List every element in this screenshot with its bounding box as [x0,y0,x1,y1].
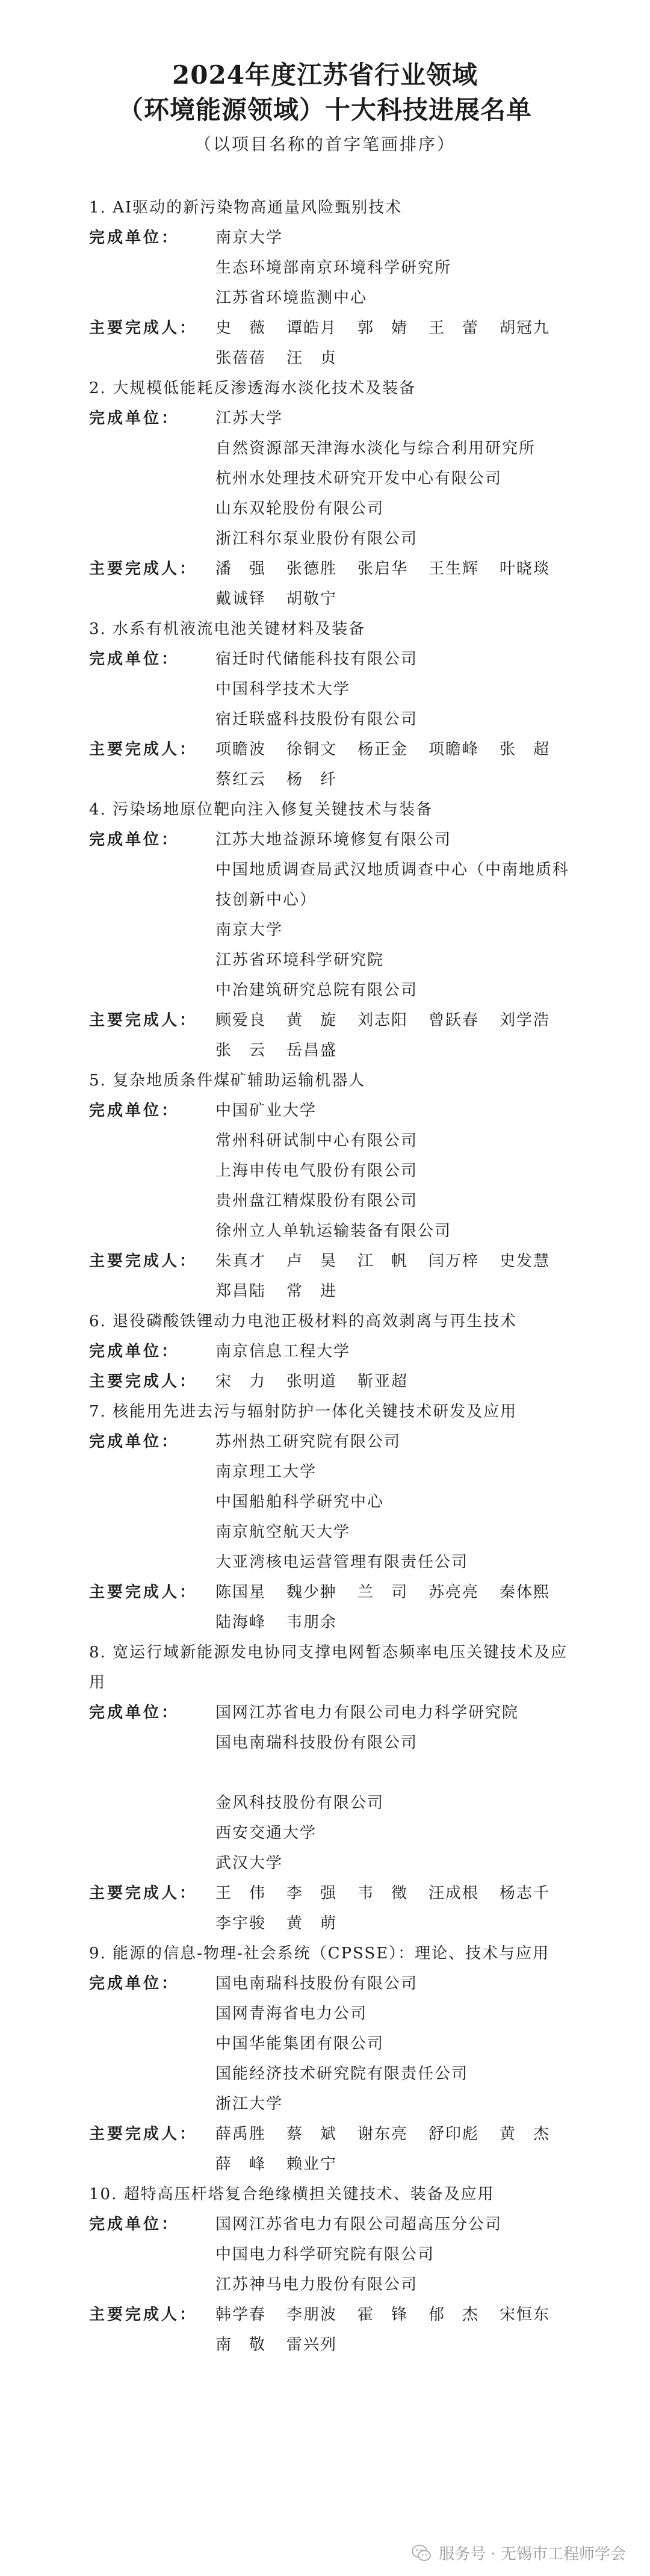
person-name: 陆海峰 [215,1613,267,1631]
project-title: 1. AI驱动的新污染物高通量风险甄别技术 [89,199,403,217]
wechat-icon [411,2543,432,2563]
person-name: 杨正金 [358,740,409,759]
units-list [215,1096,571,1246]
person-name: 张德胜 [286,560,338,578]
unit-item: 国电南瑞科技股份有限公司 [215,1734,418,1752]
project-title: 2. 大规模低能耗反渗透海水淡化技术及装备 [89,379,416,397]
unit-item: 中国华能集团有限公司 [215,2035,385,2053]
person-name: 张 云 [215,1041,267,1060]
project-entry [89,795,571,1066]
unit-item: 中国地质调查局武汉地质调查中心（中南地质科技创新中心） [215,861,570,909]
person-name: 江 帆 [358,1252,409,1270]
people-label: 主要完成人： [89,2125,198,2143]
units-label: 完成单位： [89,229,180,247]
unit-item: 山东双轮股份有限公司 [215,500,385,518]
project-entry [89,614,571,795]
unit-item: 南京大学 [215,229,283,247]
project-entry [89,2179,571,2360]
unit-item: 金风科技股份有限公司 [215,1794,385,1812]
footer-watermark [411,2542,626,2564]
people-label: 主要完成人： [89,319,198,337]
person-name: 靳亚超 [358,1373,409,1391]
unit-item: 南京信息工程大学 [215,1342,351,1361]
unit-item [215,1758,571,1788]
subtitle: （以项目名称的首字笔画排序） [194,134,456,154]
person-name: 卢 昊 [286,1252,338,1270]
people-row [89,2119,571,2179]
people-list [215,1246,571,1306]
person-name: 闫万梓 [429,1252,480,1270]
unit-item: 中国船舶科学研究中心 [215,1493,385,1511]
people-list [215,1005,571,1066]
person-name: 霍 锋 [358,2306,409,2324]
person-name: 陈国星 [215,1583,267,1601]
project-title: 3. 水系有机液流电池关键材料及装备 [89,620,366,638]
person-name: 韦 徵 [358,1884,409,1902]
units-list [215,1698,571,1878]
person-name: 潘 强 [215,560,267,578]
project-title: 10. 超特高压杆塔复合绝缘横担关键技术、装备及应用 [89,2185,495,2203]
person-name: 王 蕾 [429,319,480,337]
person-name: 薛 峰 [215,2155,267,2173]
unit-item: 浙江科尔泵业股份有限公司 [215,530,418,548]
units-label: 完成单位： [89,650,180,668]
person-name: 李 强 [286,1884,338,1902]
unit-item: 南京航空航天大学 [215,1523,351,1541]
person-name: 杨 纤 [286,771,338,789]
units-row [89,403,571,554]
unit-item: 中国科学技术大学 [215,680,351,698]
person-name: 张明道 [286,1373,338,1391]
project-list [89,193,571,2360]
units-row [89,825,571,1005]
unit-item: 上海申传电气股份有限公司 [215,1162,418,1180]
person-name: 蔡红云 [215,771,267,789]
person-name: 常 进 [286,1282,338,1300]
person-name: 曾跃春 [429,1011,480,1029]
person-name: 薛禹胜 [215,2125,267,2143]
person-name: 李朋波 [286,2306,338,2324]
person-name: 谢东亮 [358,2125,409,2143]
person-name: 史 薇 [215,319,267,337]
unit-item: 南京理工大学 [215,1463,317,1481]
person-name: 史发慧 [500,1252,551,1270]
person-name: 兰 司 [358,1583,409,1601]
people-row [89,313,571,373]
person-name: 岳昌盛 [286,1041,338,1060]
units-list [215,1969,571,2119]
person-name: 秦体熙 [500,1583,551,1601]
project-entry [89,193,571,373]
units-list [215,1336,571,1367]
unit-item: 江苏大地益源环境修复有限公司 [215,831,452,849]
project-title: 4. 污染场地原位靶向注入修复关键技术与装备 [89,801,433,819]
person-name: 张蓓蓓 [215,349,267,367]
person-name: 刘学浩 [500,1011,551,1029]
unit-item: 中冶建筑研究总院有限公司 [215,981,418,999]
person-name: 赖业宁 [286,2155,338,2173]
people-label: 主要完成人： [89,740,198,759]
person-name: 宋恒东 [500,2306,551,2324]
people-list [215,1577,571,1637]
people-row [89,1246,571,1306]
units-row [89,2209,571,2300]
unit-item: 西安交通大学 [215,1824,317,1842]
people-row [89,1577,571,1637]
people-label: 主要完成人： [89,560,198,578]
units-label: 完成单位： [89,409,180,427]
person-name: 张 超 [500,740,551,759]
person-name: 韦朋余 [286,1613,338,1631]
units-list [215,223,571,313]
units-list [215,403,571,554]
person-name: 项瞻波 [215,740,267,759]
person-name: 徐铜文 [286,740,338,759]
units-list [215,1427,571,1577]
document-header [0,58,650,157]
people-list [215,2300,571,2360]
project-entry [89,1637,571,1938]
units-row [89,223,571,313]
project-entry [89,1306,571,1397]
person-name: 蔡 斌 [286,2125,338,2143]
unit-item: 武汉大学 [215,1854,283,1872]
unit-item: 大亚湾核电运营管理有限责任公司 [215,1553,469,1571]
people-row [89,2300,571,2360]
unit-item: 中国矿业大学 [215,1102,317,1120]
units-label: 完成单位： [89,1433,180,1451]
unit-item: 杭州水处理技术研究开发中心有限公司 [215,470,503,488]
person-name: 杨志千 [500,1884,551,1902]
person-name: 王生辉 [429,560,480,578]
person-name: 汪成根 [429,1884,480,1902]
unit-item: 国电南瑞科技股份有限公司 [215,1975,418,1993]
unit-item: 生态环境部南京环境科学研究所 [215,259,452,277]
person-name: 李宇骏 [215,1914,267,1932]
project-entry [89,1066,571,1306]
units-list [215,2209,571,2300]
people-list [215,1367,571,1397]
project-entry [89,373,571,614]
unit-item: 江苏大学 [215,409,283,427]
unit-item: 自然资源部天津海水淡化与综合利用研究所 [215,439,536,458]
units-label: 完成单位： [89,1102,180,1120]
units-label: 完成单位： [89,1975,180,1993]
person-name: 汪 贞 [286,349,338,367]
units-row [89,1698,571,1878]
person-name: 黄 旋 [286,1011,338,1029]
unit-item: 宿迁时代储能科技有限公司 [215,650,418,668]
people-row [89,1367,571,1397]
people-list [215,554,571,614]
title-line-2: （环境能源领域）十大科技进展名单 [117,95,532,125]
project-title: 9. 能源的信息-物理-社会系统（CPSSE）：理论、技术与应用 [89,1944,550,1963]
people-label: 主要完成人： [89,1884,198,1902]
people-row [89,734,571,795]
units-row [89,1427,571,1577]
people-row [89,554,571,614]
project-entry [89,1397,571,1637]
project-title: 8. 宽运行域新能源发电协同支撑电网暂态频率电压关键技术及应用 [89,1643,568,1692]
unit-item: 国能经济技术研究院有限责任公司 [215,2065,469,2083]
people-row [89,1878,571,1938]
people-label: 主要完成人： [89,1011,198,1029]
units-row [89,1969,571,2119]
unit-item: 国网江苏省电力有限公司电力科学研究院 [215,1704,519,1722]
unit-item: 国网江苏省电力有限公司超高压分公司 [215,2215,503,2233]
person-name: 胡冠九 [500,319,551,337]
unit-item: 中国电力科学研究院有限公司 [215,2245,435,2264]
title-line-1: 2024年度江苏省行业领域 [172,60,478,90]
unit-item: 国网青海省电力公司 [215,2005,368,2023]
person-name: 郑昌陆 [215,1282,267,1300]
project-title: 5. 复杂地质条件煤矿辅助运输机器人 [89,1072,366,1090]
person-name: 黄 萌 [286,1914,338,1932]
person-name: 张启华 [358,560,409,578]
people-label: 主要完成人： [89,2306,198,2324]
units-label: 完成单位： [89,831,180,849]
person-name: 叶晓琰 [500,560,551,578]
person-name: 雷兴列 [286,2336,338,2354]
person-name: 宋 力 [215,1373,267,1391]
units-label: 完成单位： [89,1704,180,1722]
person-name: 胡敬宁 [286,590,338,608]
person-name: 魏少翀 [286,1583,338,1601]
people-list [215,734,571,795]
unit-item: 江苏神马电力股份有限公司 [215,2276,418,2294]
unit-item: 江苏省环境科学研究院 [215,951,385,969]
person-name: 苏亮亮 [429,1583,480,1601]
project-title: 7. 核能用先进去污与辐射防护一体化关键技术研发及应用 [89,1403,518,1421]
people-label: 主要完成人： [89,1373,198,1391]
unit-item: 常州科研试制中心有限公司 [215,1132,418,1150]
people-label: 主要完成人： [89,1252,198,1270]
person-name: 黄 杰 [500,2125,551,2143]
unit-item: 苏州热工研究院有限公司 [215,1433,401,1451]
units-row [89,1336,571,1367]
person-name: 戴诚铎 [215,590,267,608]
person-name: 朱真才 [215,1252,267,1270]
people-list [215,313,571,373]
units-label: 完成单位： [89,2215,180,2233]
project-title: 6. 退役磷酸铁锂动力电池正极材料的高效剥离与再生技术 [89,1312,518,1330]
unit-item: 江苏省环境监测中心 [215,289,368,307]
person-name: 刘志阳 [358,1011,409,1029]
person-name: 郁 杰 [429,2306,480,2324]
unit-item: 贵州盘江精煤股份有限公司 [215,1192,418,1210]
units-list [215,825,571,1005]
people-label: 主要完成人： [89,1583,198,1601]
footer-text: 服务号 · 无锡市工程师学会 [439,2545,626,2563]
person-name: 南 敬 [215,2336,267,2354]
person-name: 顾爱良 [215,1011,267,1029]
unit-item: 宿迁联盛科技股份有限公司 [215,710,418,728]
person-name: 舒印彪 [429,2125,480,2143]
units-row [89,1096,571,1246]
person-name: 王 伟 [215,1884,267,1902]
project-entry [89,1938,571,2179]
unit-item: 南京大学 [215,921,283,939]
unit-item: 浙江大学 [215,2095,283,2113]
person-name: 谭皓月 [286,319,338,337]
units-row [89,644,571,734]
units-list [215,644,571,734]
person-name: 韩学春 [215,2306,267,2324]
units-label: 完成单位： [89,1342,180,1361]
people-list [215,1878,571,1938]
person-name: 郭 婧 [358,319,409,337]
unit-item: 徐州立人单轨运输装备有限公司 [215,1222,452,1240]
people-list [215,2119,571,2179]
people-row [89,1005,571,1066]
person-name: 项瞻峰 [429,740,480,759]
